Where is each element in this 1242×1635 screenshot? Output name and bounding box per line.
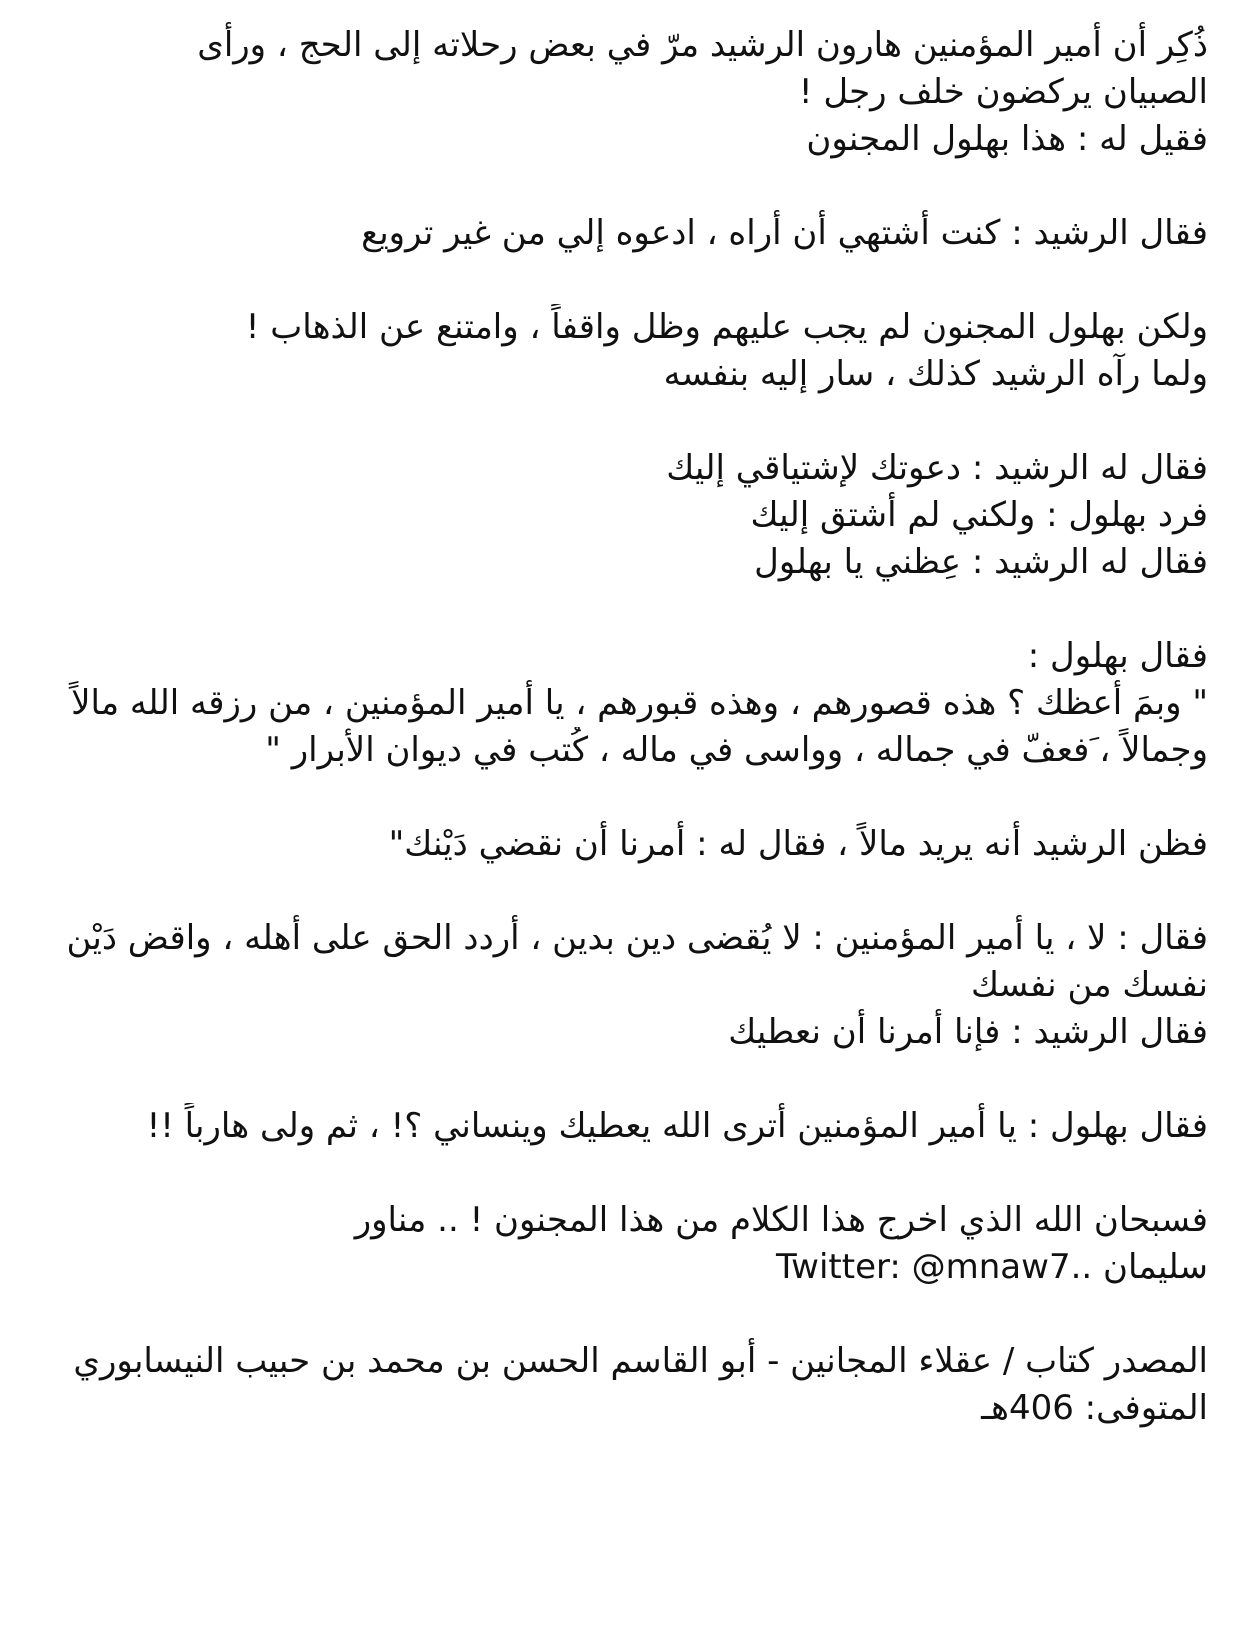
text-line: فسبحان الله الذي اخرج هذا الكلام من هذا المجنون ! .. مناور [354,1200,1208,1240]
text-line: فقال الرشيد : كنت أشتهي أن أراه ، ادعوه إلي من غير ترويع [361,213,1208,253]
text-line: ولكن بهلول المجنون لم يجب عليهم وظل واقفاً ، وامتنع عن الذهاب ! [245,307,1208,347]
paragraph [28,22,1208,163]
text-line: ولما رآه الرشيد كذلك ، سار إليه بنفسه [663,354,1208,394]
text-line: فقال الرشيد : فإنا أمرنا أن نعطيك [728,1012,1208,1052]
signature [28,1197,1208,1291]
source-citation [28,1338,1208,1432]
paragraph [28,445,1208,586]
text-line: " وبمَ أعظك ؟ هذه قصورهم ، وهذه قبورهم ، يا أمير المؤمنين ، من رزقه الله مالاً [71,683,1208,723]
text-line: فقال : لا ، يا أمير المؤمنين : لا يُقضى دين بدين ، أردد الحق على أهله ، واقض دَيْن [66,918,1208,958]
paragraph [28,633,1208,774]
paragraph [28,210,1208,257]
paragraph [28,915,1208,1056]
text-line: ذُكِر أن أمير المؤمنين هارون الرشيد مرّ في بعض رحلاته إلى الحج ، ورأى [197,25,1208,65]
paragraph [28,1103,1208,1150]
text-line: فقال له الرشيد : عِظني يا بهلول [754,542,1208,582]
paragraph [28,821,1208,868]
twitter-handle-line: سليمان ..Twitter: @mnaw7 [776,1247,1208,1287]
text-line: فقال له الرشيد : دعوتك لإشتياقي إليك [666,448,1208,488]
text-line: وجمالاً ، َفعفّ في جماله ، وواسى في ماله ، كُتب في ديوان الأبرار " [265,730,1208,770]
text-line: فظن الرشيد أنه يريد مالاً ، فقال له : أمرنا أن نقضي دَيْنك" [388,824,1208,864]
text-line: المصدر كتاب / عقلاء المجانين - أبو القاسم الحسن بن محمد بن حبيب النيسابوري [73,1341,1208,1381]
text-line: فرد بهلول : ولكني لم أشتق إليك [750,495,1208,535]
text-line: فقال بهلول : يا أمير المؤمنين أترى الله يعطيك وينساني ؟! ، ثم ولى هارباً !! [146,1106,1208,1146]
text-line: المتوفى: 406هـ [981,1388,1208,1428]
text-line: فقيل له : هذا بهلول المجنون [806,119,1208,159]
paragraph [28,304,1208,398]
text-line: فقال بهلول : [1027,636,1208,676]
text-line: الصبيان يركضون خلف رجل ! [798,72,1208,112]
document-body [28,22,1208,1432]
text-line: نفسك من نفسك [970,965,1208,1005]
